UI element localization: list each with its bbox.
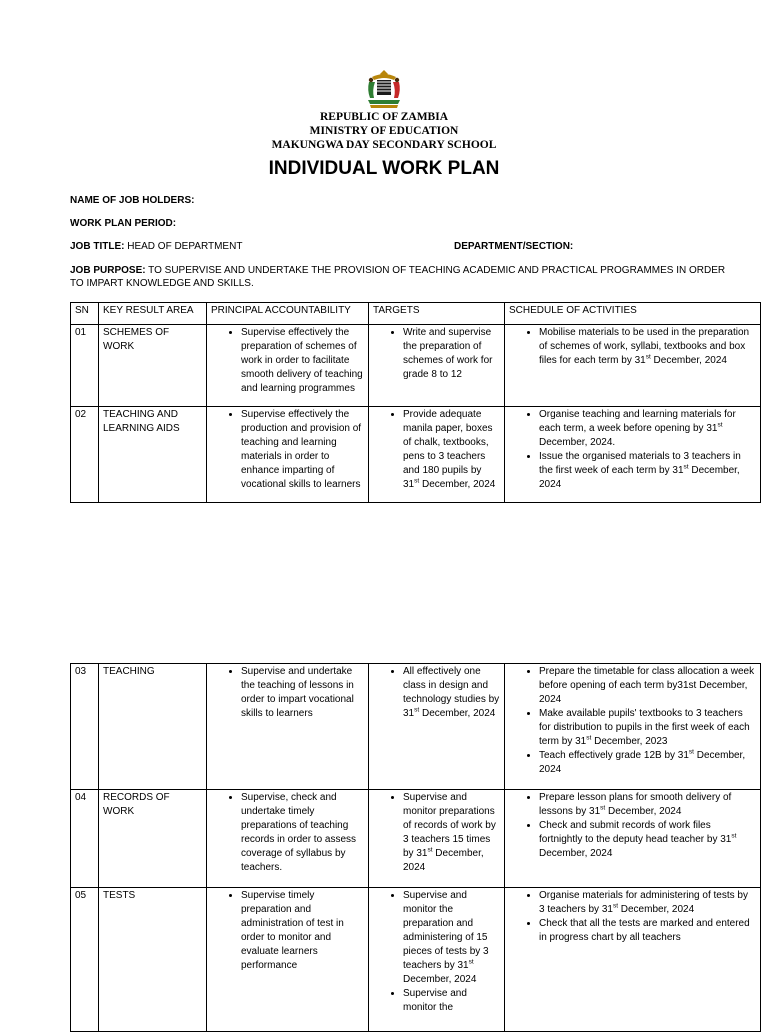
table-row (71, 664, 761, 790)
targets-list (373, 665, 500, 721)
job-purpose-line1: TO SUPERVISE AND UNDERTAKE THE PROVISION OF TEACHING ACADEMIC AND PRACTICAL PROGRAMMES IN ORDER (145, 265, 726, 276)
targets-cell (369, 790, 505, 888)
job-purpose-label: JOB PURPOSE: (70, 265, 146, 276)
schedule-item: • Mobilise materials to be used in the preparation of schemes of work, syllabi, textbooks and box files for each term by 31st December, 2024 (539, 326, 756, 368)
principal-accountability-list (211, 326, 364, 396)
job-title-field (70, 240, 242, 253)
principal-accountability-list (211, 665, 364, 721)
schedule-item: • Organise materials for administering of tests by 3 teachers by 31st December, 2024 (539, 889, 756, 917)
schedule-item: • Check that all the tests are marked and entered in progress chart by all teachers (539, 917, 756, 945)
work-plan-period-label: WORK PLAN PERIOD: (70, 218, 177, 229)
targets-item: • Write and supervise the preparation of schemes of work for grade 8 to 12 (403, 326, 500, 382)
schedule-cell (505, 664, 761, 790)
table-row (71, 325, 761, 407)
column-header: SN (71, 303, 99, 325)
header-republic: REPUBLIC OF ZAMBIA (320, 111, 448, 123)
column-header: KEY RESULT AREA (99, 303, 207, 325)
principal-accountability-cell (207, 664, 369, 790)
key-result-area-cell (99, 888, 207, 1032)
targets-item: • Supervise and monitor the (403, 987, 500, 1015)
job-holders-label: NAME OF JOB HOLDERS: (70, 195, 195, 206)
schedule-item: • Make available pupils' textbooks to 3 teachers for distribution to pupils in the first week of each term by 31st December, 2023 (539, 707, 756, 749)
principal-accountability-item: • Supervise timely preparation and administration of test in order to monitor and evaluate learners performance (241, 889, 364, 973)
key-result-area-text: SCHEMES OF WORK (103, 327, 170, 352)
header-ministry: MINISTRY OF EDUCATION (309, 125, 459, 137)
principal-accountability-item: • Supervise and undertake the teaching of lessons in order to impart vocational skills to learners (241, 665, 364, 721)
document-title: INDIVIDUAL WORK PLAN (268, 158, 500, 179)
job-purpose-field (70, 264, 725, 290)
key-result-area-cell (99, 664, 207, 790)
principal-accountability-item: • Supervise effectively the production and provision of teaching and learning materials in order to enhance imparting of vocational skills to learners (241, 408, 364, 492)
schedule-list (509, 889, 756, 945)
coat-of-arms-logo (364, 68, 404, 110)
principal-accountability-list (211, 408, 364, 492)
key-result-area-text: TEACHING AND LEARNING AIDS (103, 409, 180, 434)
column-header: PRINCIPAL ACCOUNTABILITY (207, 303, 369, 325)
sn-text: 03 (71, 664, 99, 790)
targets-cell (369, 407, 505, 503)
targets-list (373, 791, 500, 875)
column-header: SCHEDULE OF ACTIVITIES (505, 303, 761, 325)
targets-item: • Provide adequate manila paper, boxes of chalk, textbooks, pens to 3 teachers and 180 pupils by 31st December, 2024 (403, 408, 500, 492)
schedule-list (509, 408, 756, 492)
targets-cell (369, 325, 505, 407)
table-row (71, 407, 761, 503)
schedule-cell (505, 325, 761, 407)
job-purpose-line2: TO IMPART KNOWLEDGE AND SKILLS. (70, 278, 254, 289)
table-row (71, 888, 761, 1032)
targets-item: • All effectively one class in design and technology studies by 31st December, 2024 (403, 665, 500, 721)
column-header: TARGETS (369, 303, 505, 325)
work-plan-period-field (70, 217, 176, 230)
key-result-area-cell (99, 790, 207, 888)
principal-accountability-cell (207, 407, 369, 503)
targets-item: • Supervise and monitor preparations of records of work by 3 teachers 15 times by 31st December, 2024 (403, 791, 500, 875)
work-plan-table-page1 (70, 302, 761, 503)
targets-item: • Supervise and monitor the preparation and administering of 15 pieces of tests by 3 teachers by 31st December, 2024 (403, 889, 500, 987)
department-field (454, 240, 573, 253)
schedule-item: • Organise teaching and learning materials for each term, a week before opening by 31st December, 2024. (539, 408, 756, 450)
targets-list (373, 889, 500, 1015)
job-holders-field (70, 194, 194, 207)
principal-accountability-item: • Supervise, check and undertake timely preparations of teaching records in order to assess coverage of syllabus by teachers. (241, 791, 364, 875)
schedule-cell (505, 790, 761, 888)
job-title-label: JOB TITLE: (70, 241, 125, 252)
sn-text: 05 (71, 888, 99, 1032)
schedule-cell (505, 407, 761, 503)
targets-cell (369, 664, 505, 790)
principal-accountability-cell (207, 888, 369, 1032)
sn-text: 04 (71, 790, 99, 888)
schedule-item: • Issue the organised materials to 3 teachers in the first week of each term by 31st December, 2024 (539, 450, 756, 492)
sn-text: 01 (71, 325, 99, 407)
schedule-list (509, 665, 756, 777)
key-result-area-cell (99, 325, 207, 407)
sn-text: 02 (71, 407, 99, 503)
schedule-item: • Check and submit records of work files fortnightly to the deputy head teacher by 31st December, 2024 (539, 819, 756, 861)
table-header-row (71, 303, 761, 325)
targets-cell (369, 888, 505, 1032)
key-result-area-cell (99, 407, 207, 503)
principal-accountability-cell (207, 790, 369, 888)
schedule-item: • Prepare lesson plans for smooth delivery of lessons by 31st December, 2024 (539, 791, 756, 819)
principal-accountability-item: • Supervise effectively the preparation of schemes of work in order to facilitate smooth delivery of teaching and learning programmes (241, 326, 364, 396)
schedule-cell (505, 888, 761, 1032)
department-label: DEPARTMENT/SECTION: (454, 241, 574, 252)
key-result-area-text: TESTS (103, 890, 136, 901)
key-result-area-text: RECORDS OF WORK (103, 792, 170, 817)
principal-accountability-cell (207, 325, 369, 407)
principal-accountability-list (211, 889, 364, 973)
schedule-item: • Teach effectively grade 12B by 31st December, 2024 (539, 749, 756, 777)
header-school: MAKUNGWA DAY SECONDARY SCHOOL (271, 139, 497, 151)
schedule-list (509, 791, 756, 861)
targets-list (373, 408, 500, 492)
job-title-value: HEAD OF DEPARTMENT (124, 241, 243, 252)
work-plan-table-page2 (70, 663, 761, 1032)
principal-accountability-list (211, 791, 364, 875)
schedule-item: • Prepare the timetable for class allocation a week before opening of each term by31st December, 2024 (539, 665, 756, 707)
schedule-list (509, 326, 756, 368)
table-row (71, 790, 761, 888)
key-result-area-text: TEACHING (103, 666, 155, 677)
targets-list (373, 326, 500, 382)
